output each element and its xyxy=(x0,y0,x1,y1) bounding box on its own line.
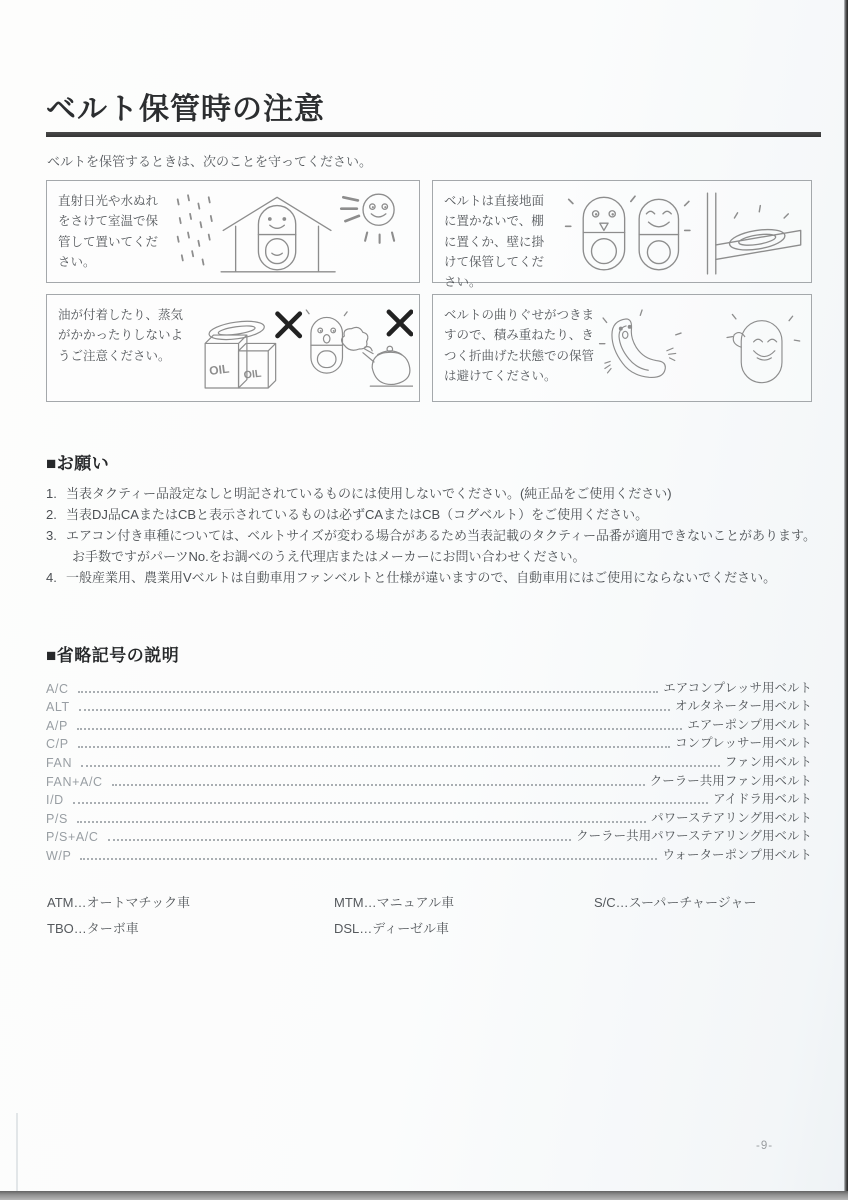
belt-character-icon xyxy=(258,206,295,270)
dotted-leader xyxy=(78,691,659,693)
dotted-leader xyxy=(81,765,720,767)
item-text-continuation: お手数ですがパーツNo.をお調べのうえ代理店またはメーカーにお問い合わせください。 xyxy=(72,549,586,564)
page-title: ベルト保管時の注意 xyxy=(46,93,325,126)
title-rule xyxy=(46,132,821,137)
abbrev-code: FAN+A/C xyxy=(46,774,103,789)
rain-house-sun-illustration-icon xyxy=(166,189,413,276)
item-text: 当表タクティー品設定なしと明記されているものには使用しないでください。(純正品をご使用ください) xyxy=(66,486,672,501)
abbrev-desc: オルタネーター用ベルト xyxy=(674,699,812,714)
precaution-box-shelf xyxy=(432,180,812,289)
abbrev-desc: エアコンプレッサ用ベルト xyxy=(663,680,812,695)
scan-edge-bottom xyxy=(0,1191,848,1200)
illustration-area xyxy=(552,189,805,276)
abbrev-code: FAN xyxy=(46,755,73,770)
precaution-text: ベルトの曲りぐせがつきますので、積み重ねたり、きつく折曲げた状態での保管は避けてください。 xyxy=(444,308,595,383)
item-text: エアコン付き車種については、ベルトサイズが変わる場合があるため当表記載のタクティー品番が適用できないことがあります。 xyxy=(66,528,816,543)
precaution-text: 油が付着したり、蒸気がかかったりしないようご注意ください。 xyxy=(58,308,184,363)
oil-label: OIL xyxy=(208,361,231,378)
abbreviation-section xyxy=(46,641,812,864)
abbreviation-row xyxy=(46,752,812,771)
precaution-text: 直射日光や水ぬれをさけて室温で保管して置いてください。 xyxy=(58,194,159,269)
rain-icon xyxy=(178,195,212,264)
request-list xyxy=(46,483,818,588)
abbrev-desc: クーラー共用パワーステアリング用ベルト xyxy=(576,829,812,844)
dotted-leader xyxy=(79,709,670,711)
abbrev-desc: アイドラ用ベルト xyxy=(713,792,812,807)
belt-on-cans-icon xyxy=(208,318,265,342)
precaution-grid xyxy=(46,180,812,402)
abbrev-code: A/C xyxy=(46,681,69,696)
abbrev-desc: パワーステアリング用ベルト xyxy=(651,810,812,825)
vehicle-code: S/C…スーパーチャージャー xyxy=(594,895,757,910)
cross-mark-icon xyxy=(389,312,411,334)
abbreviation-list xyxy=(46,678,812,864)
abbrev-desc: ウォーターポンプ用ベルト xyxy=(662,847,812,862)
abbreviation-row xyxy=(46,734,812,753)
abbreviation-row xyxy=(46,715,812,734)
abbrev-code: P/S xyxy=(46,811,68,826)
list-item xyxy=(46,525,818,546)
kettle-icon xyxy=(372,352,410,384)
abbrev-desc: エアーポンプ用ベルト xyxy=(687,717,812,732)
dotted-leader xyxy=(78,746,670,748)
dotted-leader xyxy=(77,821,646,823)
dotted-leader xyxy=(77,728,682,730)
vehicle-code: ATM…オートマチック車 xyxy=(47,895,191,910)
vehicle-code-empty xyxy=(594,918,787,937)
house-roof-icon xyxy=(223,197,331,230)
page-number: -9- xyxy=(756,1140,774,1152)
item-text: 一般産業用、農業用Vベルトは自動車用ファンベルトと仕様が違いますので、自動車用にはご使用にならないでください。 xyxy=(66,570,777,585)
item-number: 3. xyxy=(46,528,57,543)
request-heading: ■お願い xyxy=(46,454,110,473)
dotted-leader xyxy=(112,784,645,786)
illustration-area xyxy=(166,189,413,276)
sun-icon xyxy=(363,194,394,225)
abbrev-code: C/P xyxy=(46,737,69,752)
list-item xyxy=(46,567,818,588)
abbrev-desc: ファン用ベルト xyxy=(724,754,812,769)
vehicle-code: TBO…ターボ車 xyxy=(47,921,139,936)
vehicle-code-legend xyxy=(47,892,787,937)
request-section xyxy=(46,449,818,588)
abbreviation-row xyxy=(46,808,812,827)
wall-icon xyxy=(708,193,716,274)
item-text: 当表DJ品CAまたはCBと表示されているものは必ずCAまたはCB（コグベルト）をご使用ください。 xyxy=(66,507,649,522)
abbrev-code: W/P xyxy=(46,848,72,863)
intro-text: ベルトを保管するときは、次のことを守ってください。 xyxy=(47,154,373,169)
abbreviation-heading: ■省略記号の説明 xyxy=(46,646,180,665)
abbreviation-row xyxy=(46,845,812,864)
precaution-box-oil-steam xyxy=(46,294,420,402)
vehicle-code: MTM…マニュアル車 xyxy=(334,895,455,910)
item-number: 4. xyxy=(46,570,57,585)
hand-icon xyxy=(605,361,611,373)
scan-artifact-line xyxy=(16,1113,18,1191)
precaution-box-sunlight xyxy=(46,180,420,283)
dotted-leader xyxy=(73,802,708,804)
abbreviation-row xyxy=(46,697,812,716)
abbrev-code: A/P xyxy=(46,718,68,733)
abbreviation-row xyxy=(46,771,812,790)
precaution-text: ベルトは直接地面に置かないで、棚に置くか、壁に掛けて保管してください。 xyxy=(444,194,545,289)
steam-cloud-icon xyxy=(342,327,368,350)
abbrev-code: ALT xyxy=(46,700,70,715)
illustration-area xyxy=(194,303,413,395)
abbrev-code: I/D xyxy=(46,793,64,808)
scan-edge-right xyxy=(844,0,848,1200)
illustration-area xyxy=(596,303,805,395)
house-walls-icon xyxy=(221,226,335,272)
list-item xyxy=(46,504,818,525)
hand-icon xyxy=(667,348,676,360)
happy-belt-character-icon xyxy=(741,321,782,383)
item-number: 2. xyxy=(46,507,57,522)
vehicle-code: DSL…ディーゼル車 xyxy=(334,921,449,936)
bent-belt-illustration-icon xyxy=(596,303,805,395)
list-item xyxy=(46,483,818,504)
precaution-box-bending xyxy=(432,294,812,402)
oil-steam-crossed-illustration-icon xyxy=(194,303,413,395)
abbrev-desc: クーラー共用ファン用ベルト xyxy=(649,773,812,788)
dotted-leader xyxy=(108,839,572,841)
cross-mark-icon xyxy=(278,314,300,336)
abbreviation-row xyxy=(46,678,812,697)
abbrev-code: P/S+A/C xyxy=(46,830,99,845)
abbreviation-row xyxy=(46,790,812,809)
abbrev-desc: コンプレッサー用ベルト xyxy=(675,736,812,751)
oil-label: OIL xyxy=(243,367,263,382)
abbreviation-row xyxy=(46,827,812,846)
belts-on-shelf-illustration-icon xyxy=(552,189,805,276)
item-number: 1. xyxy=(46,486,57,501)
dotted-leader xyxy=(80,858,657,860)
belt-character-icon xyxy=(583,197,624,269)
